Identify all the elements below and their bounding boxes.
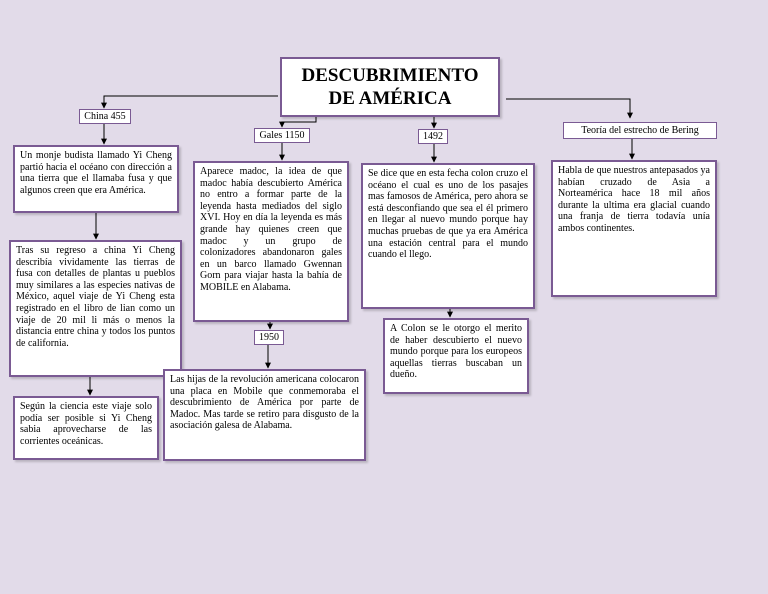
china-text-2: Tras su regreso a china Yi Cheng describía vividamente las tierras de fusa con detalles de plantas u pueblos muy similares a las especies nativas de México, aquel viaje de Yi Cheng esta registrado en el libro de lian como un viaje de 20 mil li más o menos la distancia entre china y todos los puntos de california. bbox=[16, 245, 175, 349]
bering-box-1 bbox=[551, 160, 717, 297]
china-box-1 bbox=[13, 145, 179, 213]
page-title: DESCUBRIMIENTO DE AMÉRICA bbox=[301, 65, 479, 109]
colon-text-2: A Colon se le otorgo el merito de haber descubierto el nuevo mundo porque para los europeos aquellas tierras buscaban un dueño. bbox=[390, 323, 522, 381]
china-box-2 bbox=[9, 240, 182, 377]
colon-text-1: Se dice que en esta fecha colon cruzo el océano el cual es uno de los pasajes mas famosos de América, pero ahora se está desconfiando que sea el él primero en llegar al nuevo mundo porque hay muchas pruebas de que ya era América una estación central para el mundo cuando el llego. bbox=[368, 168, 528, 261]
connector-title-bering bbox=[506, 99, 630, 118]
colon-box-1 bbox=[361, 163, 535, 309]
label-china-455: China 455 bbox=[79, 109, 131, 124]
title-box bbox=[280, 57, 500, 117]
label-1492: 1492 bbox=[418, 129, 448, 144]
connector-title-gales bbox=[282, 116, 316, 127]
colon-box-2 bbox=[383, 318, 529, 394]
label-gales-1150: Gales 1150 bbox=[254, 128, 310, 143]
gales-box-1 bbox=[193, 161, 349, 322]
bering-text-1: Habla de que nuestros antepasados ya habían cruzado de Asia a Norteamérica hace 18 mil años durante la ultima era glacial cuando una franja de tierra todavía unía ambos continentes. bbox=[558, 165, 710, 234]
connector-title-china bbox=[104, 96, 278, 108]
label-1950: 1950 bbox=[254, 330, 284, 345]
china-box-3 bbox=[13, 396, 159, 460]
label-bering: Teoría del estrecho de Bering bbox=[563, 122, 717, 139]
china-text-3: Según la ciencia este viaje solo podía ser posible si Yi Cheng sabia aprovecharse de las corrientes oceánicas. bbox=[20, 401, 152, 447]
gales-text-2: Las hijas de la revolución americana colocaron una placa en Mobile que conmemoraba el descubrimiento de América por parte de Madoc. Mas tarde se retiro para disgusto de la asociación galesa de Alabama. bbox=[170, 374, 359, 432]
gales-box-2 bbox=[163, 369, 366, 461]
gales-text-1: Aparece madoc, la idea de que madoc había descubierto América no entro a formar parte de la leyenda hasta mediados del siglo XVI. Hoy en día la leyenda es más grande hay quienes creen que madoc y un grupo de colonizadores abandonaron gales en un barco llamado Gwennan Gorn para viajar hasta la bahía de MOBILE en Alabama. bbox=[200, 166, 342, 293]
china-text-1: Un monje budista llamado Yi Cheng partió hacia el océano con dirección a una tierra que el llamaba fusa y que algunos creen que era América. bbox=[20, 150, 172, 196]
